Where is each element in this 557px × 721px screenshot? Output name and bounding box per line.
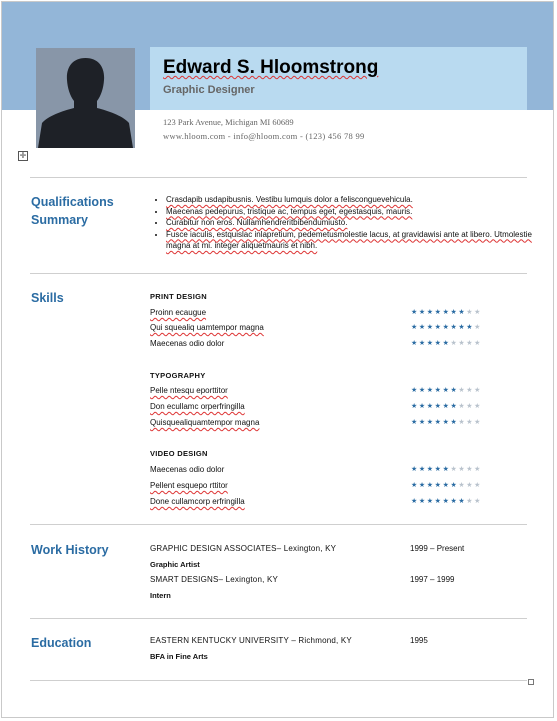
list-item: • Crasdapib usdapibusnis. Vestibu lumquis dolor a felisconguevehicula. [166, 194, 546, 206]
education-heading: Education [31, 636, 92, 650]
star-filled-icon: ★ [434, 387, 443, 394]
person-silhouette-icon [36, 48, 135, 148]
star-filled-icon: ★ [411, 387, 419, 394]
star-filled-icon: ★ [426, 482, 435, 489]
star-filled-icon: ★ [450, 309, 459, 316]
candidate-name: Edward S. Hloomstrong [163, 57, 379, 78]
star-filled-icon: ★ [458, 498, 467, 505]
profile-photo[interactable] [36, 48, 135, 148]
star-filled-icon: ★ [450, 403, 459, 410]
star-filled-icon: ★ [434, 403, 443, 410]
skill-rating [411, 497, 482, 505]
skill-label: Quisquealiquamtempor magna [150, 418, 260, 427]
star-filled-icon: ★ [442, 498, 451, 505]
skill-label: Maecenas odio dolor [150, 465, 225, 474]
star-filled-icon: ★ [418, 482, 427, 489]
star-filled-icon: ★ [426, 387, 435, 394]
job-dates: 1997 – 1999 [410, 575, 455, 584]
skill-label: Pellent esquepo rttitor [150, 481, 228, 490]
qualifications-heading: Qualifications Summary [31, 195, 114, 227]
star-filled-icon: ★ [434, 498, 443, 505]
skill-label: Done cullamcorp erfringilla [150, 497, 245, 506]
company-name: GRAPHIC DESIGN ASSOCIATES– Lexington, KY [150, 544, 337, 553]
star-filled-icon: ★ [418, 403, 427, 410]
skill-rating [411, 339, 482, 347]
skill-rating [411, 323, 482, 331]
star-empty-icon: ★ [474, 309, 483, 316]
star-empty-icon: ★ [458, 340, 467, 347]
star-filled-icon: ★ [434, 309, 443, 316]
skill-rating [411, 402, 482, 410]
job-dates: 1999 – Present [410, 544, 465, 553]
skill-label: Don ecullamc orperfringilla [150, 402, 245, 411]
star-empty-icon: ★ [466, 309, 475, 316]
star-filled-icon: ★ [442, 340, 451, 347]
star-filled-icon: ★ [450, 419, 459, 426]
contact-line: www.hloom.com - info@hloom.com - (123) 456 78 99 [163, 131, 365, 141]
star-filled-icon: ★ [411, 340, 419, 347]
star-filled-icon: ★ [434, 419, 443, 426]
star-filled-icon: ★ [426, 498, 435, 505]
star-filled-icon: ★ [411, 482, 419, 489]
star-filled-icon: ★ [426, 309, 435, 316]
address-line: 123 Park Avenue, Michigan MI 60689 [163, 117, 294, 127]
skill-category: TYPOGRAPHY [150, 371, 206, 380]
divider [30, 524, 527, 525]
star-empty-icon: ★ [458, 466, 467, 473]
skill-rating [411, 481, 482, 489]
star-filled-icon: ★ [434, 340, 443, 347]
star-filled-icon: ★ [442, 466, 451, 473]
divider [30, 680, 527, 681]
star-filled-icon: ★ [458, 309, 467, 316]
star-empty-icon: ★ [466, 340, 475, 347]
star-filled-icon: ★ [466, 324, 475, 331]
divider [30, 273, 527, 274]
skill-label: Maecenas odio dolor [150, 339, 225, 348]
star-empty-icon: ★ [466, 419, 475, 426]
list-item: • Maecenas pedepurus, tristique ac, tempus eget, egestasquis, mauris. [166, 206, 546, 218]
star-empty-icon: ★ [466, 482, 475, 489]
star-filled-icon: ★ [418, 340, 427, 347]
skills-heading: Skills [31, 291, 64, 305]
star-filled-icon: ★ [418, 419, 427, 426]
star-filled-icon: ★ [434, 482, 443, 489]
star-empty-icon: ★ [466, 466, 475, 473]
star-empty-icon: ★ [458, 419, 467, 426]
star-filled-icon: ★ [442, 387, 451, 394]
skill-rating [411, 418, 482, 426]
star-empty-icon: ★ [474, 466, 483, 473]
skill-label: Pelle ntesqu eporttitor [150, 386, 228, 395]
star-empty-icon: ★ [474, 419, 483, 426]
star-filled-icon: ★ [450, 387, 459, 394]
star-empty-icon: ★ [474, 340, 483, 347]
star-filled-icon: ★ [450, 482, 459, 489]
star-empty-icon: ★ [474, 387, 483, 394]
divider [30, 618, 527, 619]
skill-label: Qui squealiq uamtempor magna [150, 323, 264, 332]
list-item: • Fusce iaculis, estquislac inlapretium, pedemetusmolestie lacus, at gravidawisi ante at libero. Utmolestie magna at mi. integer aliquetmauris et nibh. [166, 229, 546, 252]
star-filled-icon: ★ [450, 324, 459, 331]
star-empty-icon: ★ [474, 482, 483, 489]
star-filled-icon: ★ [418, 466, 427, 473]
star-empty-icon: ★ [474, 324, 483, 331]
star-filled-icon: ★ [426, 340, 435, 347]
star-empty-icon: ★ [474, 498, 483, 505]
star-filled-icon: ★ [411, 403, 419, 410]
star-filled-icon: ★ [442, 309, 451, 316]
company-name: SMART DESIGNS– Lexington, KY [150, 575, 279, 584]
skill-label: Proinn ecaugue [150, 308, 207, 317]
star-filled-icon: ★ [442, 419, 451, 426]
star-filled-icon: ★ [426, 419, 435, 426]
star-filled-icon: ★ [411, 324, 419, 331]
list-item: • Curabitur non eros. Nullamhendreritbibendumiusto. [166, 217, 546, 229]
star-empty-icon: ★ [450, 466, 459, 473]
star-empty-icon: ★ [450, 340, 459, 347]
star-filled-icon: ★ [418, 387, 427, 394]
resize-handle-icon[interactable] [528, 679, 534, 685]
star-empty-icon: ★ [458, 403, 467, 410]
star-filled-icon: ★ [426, 466, 435, 473]
star-filled-icon: ★ [418, 324, 427, 331]
graduation-year: 1995 [410, 636, 428, 645]
skill-rating [411, 386, 482, 394]
star-filled-icon: ★ [418, 498, 427, 505]
table-move-handle-icon[interactable]: ✛ [19, 151, 27, 160]
degree: BFA in Fine Arts [150, 652, 208, 661]
job-role: Graphic Artist [150, 560, 200, 569]
skill-category: VIDEO DESIGN [150, 449, 208, 458]
star-filled-icon: ★ [411, 498, 419, 505]
star-empty-icon: ★ [458, 387, 467, 394]
star-filled-icon: ★ [411, 419, 419, 426]
star-filled-icon: ★ [411, 309, 419, 316]
star-filled-icon: ★ [418, 309, 427, 316]
star-filled-icon: ★ [450, 498, 459, 505]
star-filled-icon: ★ [426, 403, 435, 410]
star-filled-icon: ★ [442, 403, 451, 410]
star-empty-icon: ★ [474, 403, 483, 410]
star-filled-icon: ★ [434, 324, 443, 331]
star-empty-icon: ★ [466, 387, 475, 394]
school-name: EASTERN KENTUCKY UNIVERSITY – Richmond, KY [150, 636, 352, 645]
star-filled-icon: ★ [434, 466, 443, 473]
divider [30, 177, 527, 178]
star-empty-icon: ★ [466, 403, 475, 410]
skill-rating [411, 465, 482, 473]
star-empty-icon: ★ [466, 498, 475, 505]
job-title: Graphic Designer [163, 84, 255, 96]
star-filled-icon: ★ [442, 324, 451, 331]
skill-category: PRINT DESIGN [150, 292, 207, 301]
star-empty-icon: ★ [458, 482, 467, 489]
star-filled-icon: ★ [411, 466, 419, 473]
star-filled-icon: ★ [426, 324, 435, 331]
star-filled-icon: ★ [442, 482, 451, 489]
job-role: Intern [150, 591, 171, 600]
work-history-heading: Work History [31, 543, 109, 557]
qualifications-list [150, 194, 546, 252]
star-filled-icon: ★ [458, 324, 467, 331]
skill-rating [411, 308, 482, 316]
